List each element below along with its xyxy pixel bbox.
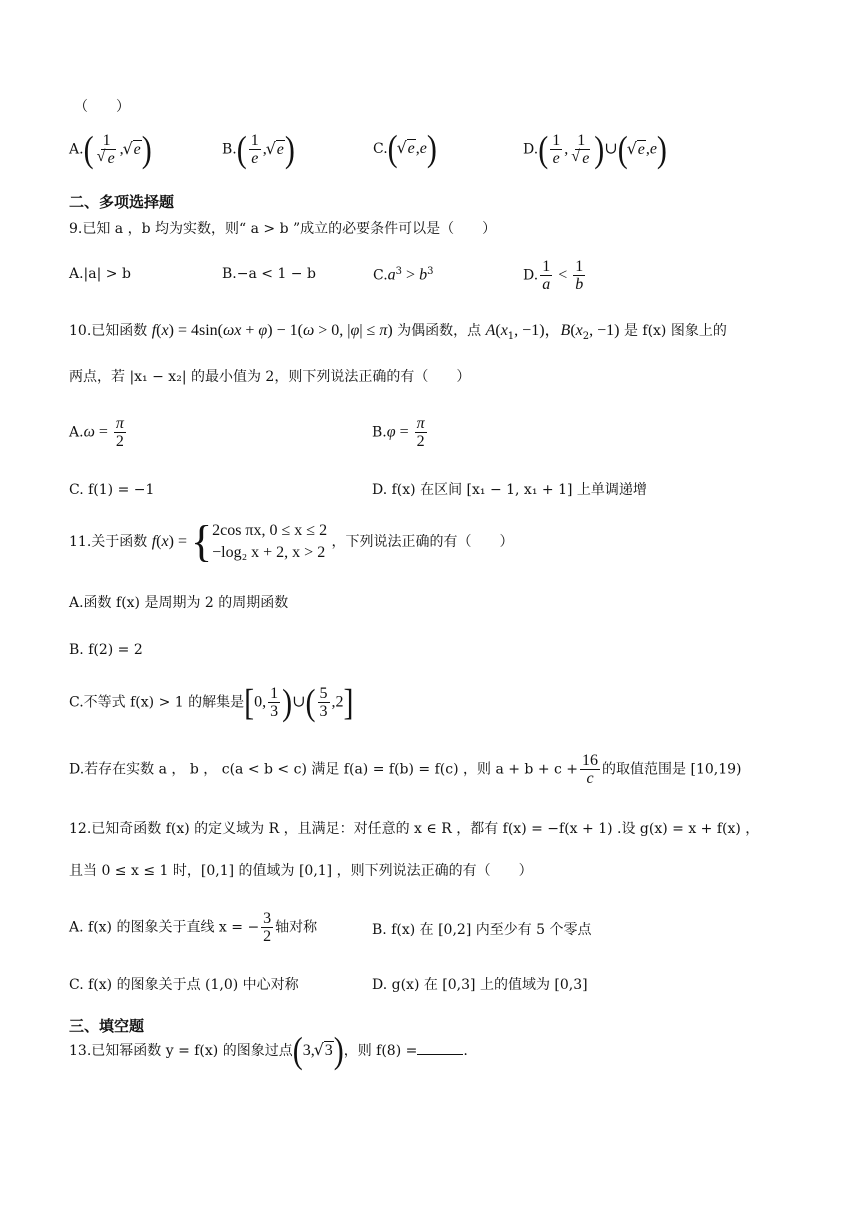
question-13-text: 13.已知幂函数 y = f(x) 的图象过点(3,√ 3)，则 f(8) = . — [69, 1040, 468, 1061]
question-9-text: 9.已知 a ，b 均为实数，则“ a > b ”成立的必要条件可以是（ ） — [69, 221, 497, 237]
q11-option-c: C.不等式 f(x) > 1 的解集是[0, $\frac{1}{3}$ )∪( $\frac{5}{3}$ ,2] — [69, 681, 354, 723]
question-10-line-2: 两点，若 |x₁ − x₂| 的最小值为 2，则下列说法正确的有（ ） — [69, 369, 471, 385]
q10-option-c: C. f(1) = −1 — [69, 482, 155, 498]
question-11-text: 11.关于函数 f(x) = { 2cos πx, 0 ≤ x ≤ 2 −log₂ x + 2, x > 2 ，下列说法正确的有（ ） — [69, 517, 514, 566]
q9-option-b: B.−a < 1 − b — [222, 266, 316, 282]
q10-option-d: D. f(x) 在区间 [x₁ − 1, x₁ + 1] 上单调递增 — [372, 482, 647, 498]
question-12-line-1: 12.已知奇函数 f(x) 的定义域为 R ，且满足：对任意的 x ∈ R ，都有 f(x) = −f(x + 1) .设 g(x) = x + f(x) ， — [69, 821, 760, 837]
section-title-multiple-choice: 二、多项选择题 — [69, 193, 175, 211]
answer-blank[interactable] — [417, 1040, 463, 1055]
q12-option-a: A. f(x) 的图象关于直线 x = − $\frac{3}{2}$ 轴对称 — [69, 910, 318, 945]
q11-case-2: −log₂ x + 2, x > 2 — [212, 544, 326, 561]
q12-option-c: C. f(x) 的图象关于点 (1,0) 中心对称 — [69, 977, 299, 993]
q9-option-d: D. $\frac{1}{a}$ < $\frac{1}{b}$ — [523, 258, 584, 293]
q8-option-c: C.(√ e,e) — [373, 139, 437, 159]
q12-option-b: B. f(x) 在 [0,2] 内至少有 5 个零点 — [372, 922, 592, 938]
q8-option-d: D.( $\frac{1}{e}$ , 1 √ e )∪(√ e,e) — [523, 132, 667, 167]
q11-option-b: B. f(2) = 2 — [69, 642, 143, 658]
question-10-line-1: 10.已知函数 f(x) = 4sin(ωx + φ) − 1(ω > 0, |φ| ≤ π) 为偶函数，点 $A(x_1$, −1)，$B(x_2$, −1) 是 f(x) 图象上的 — [69, 322, 727, 342]
q9-option-c: $C.a^3 > b^3$ — [373, 266, 434, 284]
q11-option-a: A.函数 f(x) 是周期为 2 的周期函数 — [69, 595, 289, 611]
question-12-line-2: 且当 0 ≤ x ≤ 1 时，[0,1] 的值域为 [0,1] ，则下列说法正确的有（ ） — [69, 863, 533, 879]
q8-paren: （ ） — [74, 99, 130, 115]
q10-option-b: B.φ = $\frac{\pi}{2}$ — [372, 415, 425, 450]
section-title-fill-in: 三、填空题 — [69, 1017, 145, 1035]
q8-option-a: A.( 1 √ e ,√ e) — [69, 132, 152, 167]
q11-option-d: D.若存在实数 a ， b ， c(a < b < c) 满足 f(a) = f(b) = f(c) ，则 a + b + c + $\frac{16}{c}$ 的取值范围是 [10,19) — [69, 752, 742, 787]
q8-option-b: B.( $\frac{1}{e}$ ,√ e) — [222, 132, 295, 167]
q10-option-a: A.ω = $\frac{\pi}{2}$ — [69, 415, 124, 450]
q12-option-d: D. g(x) 在 [0,3] 上的值域为 [0,3] — [372, 977, 588, 993]
q11-case-1: 2cos πx, 0 ≤ x ≤ 2 — [212, 522, 328, 539]
q9-option-a: A.|a| > b — [69, 266, 131, 282]
